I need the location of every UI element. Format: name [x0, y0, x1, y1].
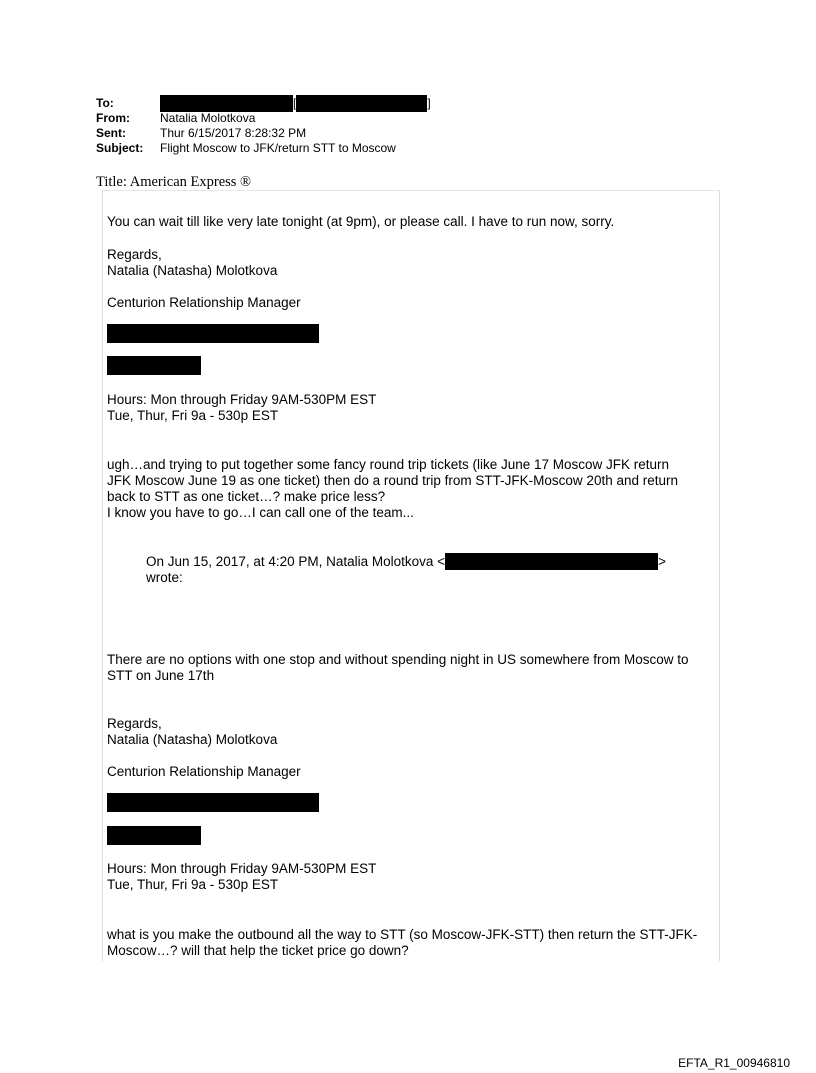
quote-bracket-close: > [658, 554, 666, 569]
redaction-box [445, 553, 658, 570]
hours-line: Tue, Thur, Fri 9a - 530p EST [107, 877, 279, 892]
regards: Regards, [107, 716, 162, 731]
title-line: Title: American Express ® [96, 174, 252, 190]
body-line: ugh…and trying to put together some fancy round trip tickets (like June 17 Moscow JFK return [107, 457, 670, 472]
sender-role: Centurion Relationship Manager [107, 295, 301, 310]
from-value: Natalia Molotkova [160, 111, 256, 125]
quote-attribution-text: On Jun 15, 2017, at 4:20 PM, Natalia Molotkova < [146, 554, 446, 569]
document-id: EFTA_R1_00946810 [678, 1056, 790, 1070]
body-line: Moscow…? will that help the ticket price go down? [107, 943, 409, 958]
hours-line: Hours: Mon through Friday 9AM-530PM EST [107, 392, 377, 407]
from-label: From: [96, 111, 130, 125]
to-bracket-close: ] [427, 96, 431, 110]
sender-name: Natalia (Natasha) Molotkova [107, 263, 278, 278]
subject-label: Subject: [96, 141, 144, 155]
subject-row [96, 141, 431, 156]
hours-line: Tue, Thur, Fri 9a - 530p EST [107, 408, 279, 423]
body-line: what is you make the outbound all the way to STT (so Moscow-JFK-STT) then return the STT-JFK- [107, 927, 698, 942]
body-line: I know you have to go…I can call one of the team... [107, 505, 414, 520]
to-label: To: [96, 96, 114, 110]
hours-line: Hours: Mon through Friday 9AM-530PM EST [107, 861, 377, 876]
sender-name: Natalia (Natasha) Molotkova [107, 732, 278, 747]
to-row [96, 96, 431, 111]
sender-role: Centurion Relationship Manager [107, 764, 301, 779]
redaction-box [107, 826, 201, 845]
body-line: JFK Moscow June 19 as one ticket) then do a round trip from STT-JFK-Moscow 20th and return [107, 473, 679, 488]
sent-row [96, 126, 431, 141]
sent-value: Thur 6/15/2017 8:28:32 PM [160, 126, 307, 140]
sent-label: Sent: [96, 126, 126, 140]
redaction-box [107, 793, 319, 812]
to-value [160, 96, 431, 111]
email-header [96, 96, 431, 156]
subject-value: Flight Moscow to JFK/return STT to Moscow [160, 141, 396, 155]
quote-wrote: wrote: [146, 570, 183, 585]
body-paragraph: You can wait till like very late tonight (at 9pm), or please call. I have to run now, sorry. [107, 214, 615, 229]
to-bracket-open: [ [293, 96, 297, 110]
redaction-box [160, 95, 293, 112]
redaction-box [296, 95, 427, 112]
from-row [96, 111, 431, 126]
quote-attribution [146, 553, 666, 570]
redaction-box [107, 324, 319, 343]
regards: Regards, [107, 247, 162, 262]
body-line: back to STT as one ticket…? make price less? [107, 489, 386, 504]
body-line: There are no options with one stop and without spending night in US somewhere from Moscow to [107, 652, 689, 667]
body-line: STT on June 17th [107, 668, 215, 683]
redaction-box [107, 356, 201, 375]
